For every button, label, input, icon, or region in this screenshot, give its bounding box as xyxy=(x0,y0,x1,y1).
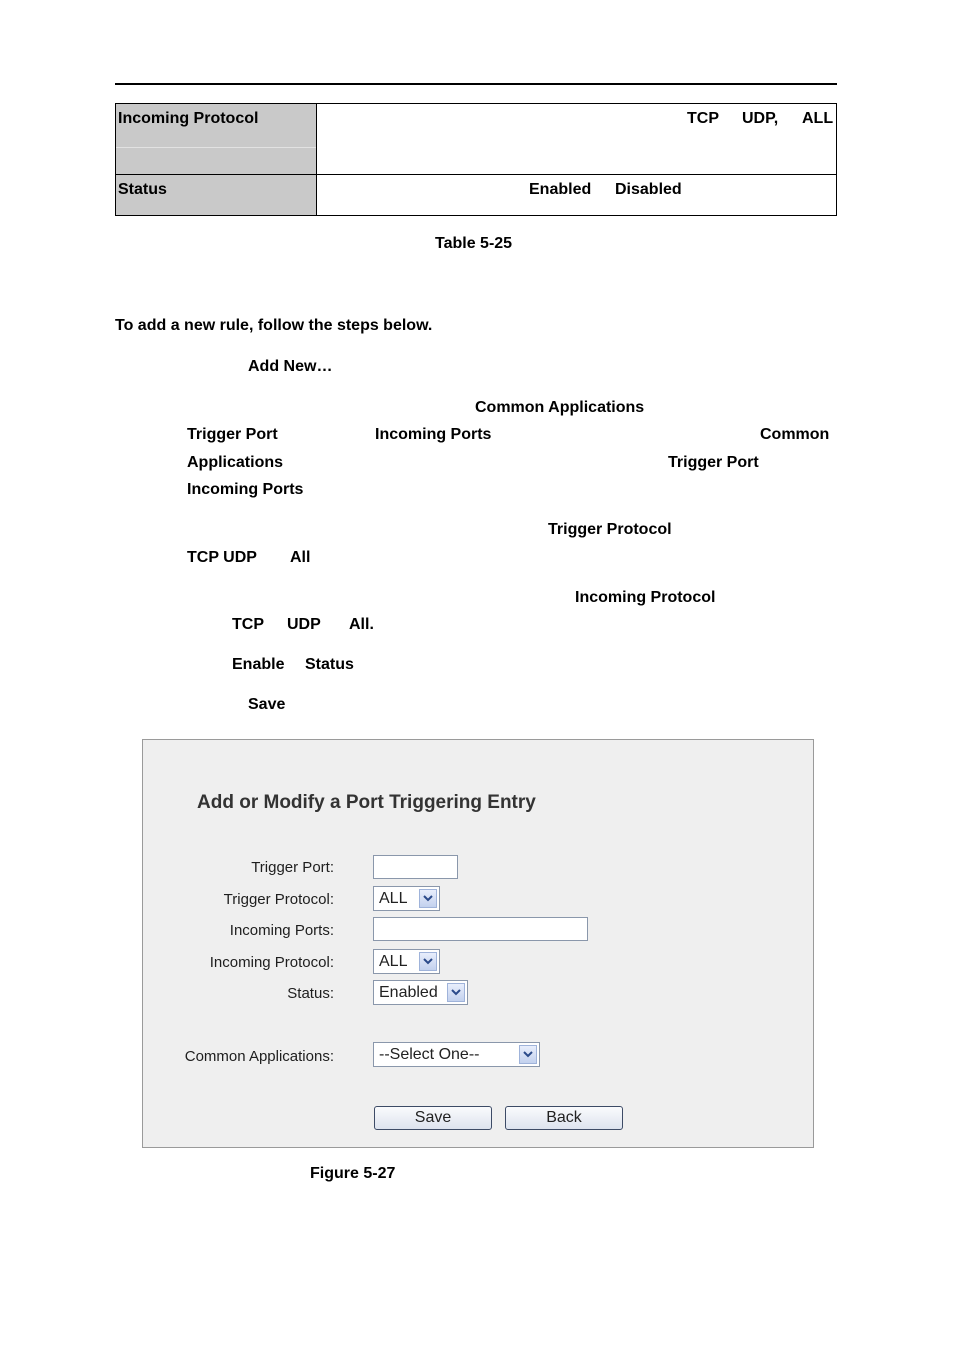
step-common: Common xyxy=(760,426,830,443)
table-row xyxy=(116,104,837,175)
select-value: ALL xyxy=(379,890,408,907)
step-tcp-udp: TCP UDP xyxy=(187,549,257,566)
value-disabled: Disabled xyxy=(615,181,682,198)
table-label-cell xyxy=(116,104,317,175)
trigger-port-input[interactable] xyxy=(373,855,458,879)
step-incoming-protocol: Incoming Protocol xyxy=(575,589,716,606)
chevron-down-icon[interactable] xyxy=(419,952,437,971)
step-tcp: TCP xyxy=(232,616,264,633)
label-subcell xyxy=(116,147,316,174)
step-enable: Enable xyxy=(232,656,285,673)
step-save: Save xyxy=(248,696,286,713)
incoming-ports-label: Incoming Ports: xyxy=(229,922,334,939)
chevron-down-icon[interactable] xyxy=(419,889,437,908)
step-add-new: Add New… xyxy=(248,358,333,375)
save-button[interactable]: Save xyxy=(374,1106,492,1130)
value-udp: UDP, xyxy=(742,110,779,127)
step-common-applications: Common Applications xyxy=(475,399,645,416)
table-caption: Table 5-25 xyxy=(435,235,513,252)
back-button[interactable]: Back xyxy=(505,1106,623,1130)
table-value-cell xyxy=(317,175,837,216)
select-value: Enabled xyxy=(379,984,438,1001)
step-applications: Applications xyxy=(187,454,284,471)
table-value-cell xyxy=(317,104,837,175)
value-tcp: TCP xyxy=(687,110,719,127)
port-triggering-figure xyxy=(142,739,814,1148)
header-rule xyxy=(115,83,837,85)
intro-text: To add a new rule, follow the steps below. xyxy=(115,317,433,334)
value-enabled: Enabled xyxy=(529,181,592,198)
common-applications-label: Common Applications: xyxy=(184,1048,334,1065)
common-applications-select[interactable] xyxy=(373,1042,540,1067)
figure-title: Add or Modify a Port Triggering Entry xyxy=(197,792,536,813)
select-value: --Select One-- xyxy=(379,1046,480,1063)
select-value: ALL xyxy=(379,953,408,970)
step-incoming-ports-2: Incoming Ports xyxy=(187,481,304,498)
incoming-protocol-select[interactable] xyxy=(373,949,440,974)
row-label: Status xyxy=(118,181,167,198)
table-label-cell xyxy=(116,175,317,216)
step-all: All xyxy=(290,549,311,566)
trigger-protocol-label: Trigger Protocol: xyxy=(223,891,334,908)
table-row xyxy=(116,175,837,216)
step-all-dot: All. xyxy=(349,616,374,633)
value-all: ALL xyxy=(802,110,834,127)
chevron-down-icon[interactable] xyxy=(447,983,465,1002)
trigger-port-label: Trigger Port: xyxy=(251,859,334,876)
step-trigger-port-2: Trigger Port xyxy=(668,454,759,471)
parameter-table xyxy=(115,103,837,216)
step-trigger-port: Trigger Port xyxy=(187,426,278,443)
step-trigger-protocol: Trigger Protocol xyxy=(548,521,672,538)
step-udp: UDP xyxy=(287,616,321,633)
status-label: Status: xyxy=(287,985,334,1002)
status-select[interactable] xyxy=(373,980,468,1005)
incoming-protocol-label: Incoming Protocol: xyxy=(209,954,334,971)
figure-caption: Figure 5-27 xyxy=(310,1165,396,1182)
row-label: Incoming Protocol xyxy=(118,110,259,127)
incoming-ports-input[interactable] xyxy=(373,917,588,941)
chevron-down-icon[interactable] xyxy=(519,1045,537,1064)
step-status: Status xyxy=(305,656,354,673)
trigger-protocol-select[interactable] xyxy=(373,886,440,911)
step-incoming-ports: Incoming Ports xyxy=(375,426,492,443)
